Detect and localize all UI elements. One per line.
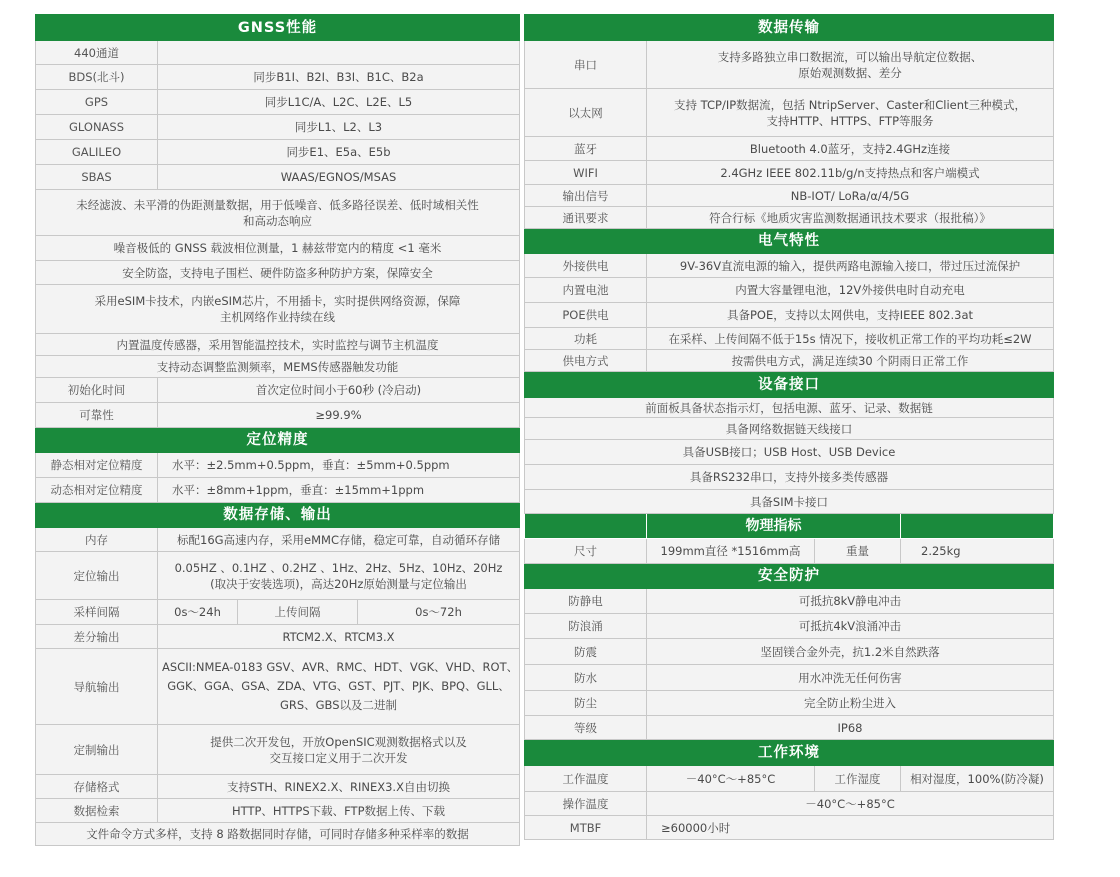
external-power-label: 外接供电	[525, 254, 647, 278]
shock-label: 防震	[525, 639, 647, 665]
environment-section-title: 工作环境	[525, 740, 1054, 766]
custom-output-value	[158, 725, 520, 775]
esd-value: 可抵抗8kV静电冲击	[647, 589, 1054, 614]
static-accuracy-value: 水平：±2.5mm+0.5ppm，垂直：±5mm+0.5ppm	[158, 453, 520, 478]
serial-label: 串口	[525, 41, 647, 89]
raw-measurement-text	[36, 190, 520, 236]
surge-value: 可抵抗4kV浪涌冲击	[647, 614, 1054, 639]
ethernet-value	[647, 89, 1054, 137]
serial-line-1: 支持多路独立串口数据流，可以输出导航定位数据、	[717, 49, 983, 64]
gps-value: 同步L1C/A、L2C、L2E、L5	[158, 90, 520, 115]
mtbf-value: ≥60000小时	[647, 816, 1054, 840]
diff-output-label: 差分输出	[36, 625, 158, 649]
nav-output-label: 导航输出	[36, 649, 158, 725]
weight-value: 2.25kg	[901, 539, 1054, 564]
electrical-section-title: 电气特性	[525, 229, 1054, 254]
nav-line-3: GRS、GBS以及二进制	[279, 698, 398, 712]
bds-value: 同步B1I、B2I、B3I、B1C、B2a	[158, 65, 520, 90]
static-accuracy-label: 静态相对定位精度	[36, 453, 158, 478]
battery-label: 内置电池	[525, 278, 647, 303]
output-signal-value: NB-IOT/ LoRa/α/4/5G	[647, 185, 1054, 207]
ip-level-value: IP68	[647, 716, 1054, 740]
interface-item: 具备网络数据链天线接口	[525, 418, 1054, 440]
wifi-value: 2.4GHz IEEE 802.11b/g/n支持热点和客户端模式	[647, 161, 1054, 185]
poe-value: 具备POE，支持以太网供电，支持IEEE 802.3at	[647, 303, 1054, 328]
upload-value: 0s～72h	[358, 600, 520, 625]
external-power-value: 9V-36V直流电源的输入，提供两路电源输入接口，带过压过流保护	[647, 254, 1054, 278]
channels-value	[158, 41, 520, 65]
dust-label: 防尘	[525, 691, 647, 716]
init-time-label: 初始化时间	[36, 378, 158, 403]
supply-mode-label: 供电方式	[525, 350, 647, 372]
sampling-label: 采样间隔	[36, 600, 158, 625]
physical-title-blank	[525, 514, 647, 539]
upload-label: 上传间隔	[238, 600, 358, 625]
channels-label: 440通道	[36, 41, 158, 65]
position-output-label: 定位输出	[36, 552, 158, 600]
protection-section-title: 安全防护	[525, 564, 1054, 589]
esd-label: 防静电	[525, 589, 647, 614]
shock-value: 坚固镁合金外壳，抗1.2米自然跌落	[647, 639, 1054, 665]
bds-label: BDS(北斗)	[36, 65, 158, 90]
bluetooth-label: 蓝牙	[525, 137, 647, 161]
interface-item: 前面板具备状态指示灯，包括电源、蓝牙、记录、数据链	[525, 398, 1054, 418]
right-spec-table	[524, 14, 1054, 840]
reliability-label: 可靠性	[36, 403, 158, 428]
serial-line-2: 原始观测数据、差分	[798, 65, 902, 80]
right-spec-column	[524, 14, 1054, 840]
gnss-section-title: GNSS性能	[36, 15, 520, 41]
storage-format-value: 支持STH、RINEX2.X、RINEX3.X自由切换	[158, 775, 520, 799]
raw-line-2: 和高动态响应	[243, 213, 312, 228]
memory-value: 标配16G高速内存，采用eMMC存储，稳定可靠，自动循环存储	[158, 528, 520, 552]
esim-line-2: 主机网络作业持续在线	[220, 310, 335, 324]
op-temp-label: 操作温度	[525, 792, 647, 816]
nav-line-1: ASCII:NMEA-0183 GSV、AVR、RMC、HDT、VGK、VHD、ROT、	[162, 660, 519, 674]
retrieval-value: HTTP、HTTPS下载、FTP数据上传、下载	[158, 799, 520, 823]
left-spec-column	[35, 14, 520, 846]
multi-storage-text: 文件命令方式多样，支持 8 路数据同时存储，可同时存储多种采样率的数据	[36, 823, 520, 846]
eth-line-2: 支持HTTP、HTTPS、FTP等服务	[766, 113, 934, 128]
custom-output-label: 定制输出	[36, 725, 158, 775]
dynamic-accuracy-label: 动态相对定位精度	[36, 478, 158, 503]
position-output-value	[158, 552, 520, 600]
size-label: 尺寸	[525, 539, 647, 564]
init-time-value: 首次定位时间小于60秒 (冷启动)	[158, 378, 520, 403]
dust-value: 完全防止粉尘进入	[647, 691, 1054, 716]
op-temp-value: －40°C～+85°C	[647, 792, 1054, 816]
humidity-label: 工作湿度	[815, 766, 901, 792]
sbas-value: WAAS/EGNOS/MSAS	[158, 165, 520, 190]
protocol-label: 通讯要求	[525, 207, 647, 229]
esim-line-1: 采用eSIM卡技术，内嵌eSIM芯片，不用插卡，实时提供网络资源，保障	[94, 294, 461, 308]
glonass-value: 同步L1、L2、L3	[158, 115, 520, 140]
serial-value	[647, 41, 1054, 89]
work-temp-value: －40°C～+85°C	[647, 766, 815, 792]
surge-label: 防浪涌	[525, 614, 647, 639]
accuracy-section-title: 定位精度	[36, 428, 520, 453]
pos-out-line-1: 0.05HZ 、0.1HZ 、0.2HZ 、1Hz、2Hz、5Hz、10Hz、20Hz	[174, 560, 503, 575]
weight-label: 重量	[815, 539, 901, 564]
memory-label: 内存	[36, 528, 158, 552]
retrieval-label: 数据检索	[36, 799, 158, 823]
poe-label: POE供电	[525, 303, 647, 328]
output-signal-label: 输出信号	[525, 185, 647, 207]
interface-item: 具备SIM卡接口	[525, 490, 1054, 514]
temperature-text: 内置温度传感器，采用智能温控技术，实时监控与调节主机温度	[36, 334, 520, 356]
ethernet-label: 以太网	[525, 89, 647, 137]
work-temp-label: 工作温度	[525, 766, 647, 792]
eth-line-1: 支持 TCP/IP数据流，包括 NtripServer、Caster和Client三种模式，	[673, 97, 1027, 112]
storage-section-title: 数据存储、输出	[36, 503, 520, 528]
glonass-label: GLONASS	[36, 115, 158, 140]
humidity-value: 相对湿度，100%(防冷凝)	[901, 766, 1054, 792]
physical-section-title: 物理指标	[647, 514, 901, 539]
battery-value: 内置大容量锂电池，12V外接供电时自动充电	[647, 278, 1054, 303]
mtbf-label: MTBF	[525, 816, 647, 840]
sbas-label: SBAS	[36, 165, 158, 190]
nav-line-2: GGK、GGA、GSA、ZDA、VTG、GST、PJT、PJK、BPQ、GLL、	[167, 679, 510, 693]
reliability-value: ≥99.9%	[158, 403, 520, 428]
mems-text: 支持动态调整监测频率，MEMS传感器触发功能	[36, 356, 520, 378]
protocol-value: 符合行标《地质灾害监测数据通讯技术要求（报批稿）》	[647, 207, 1054, 229]
gps-label: GPS	[36, 90, 158, 115]
physical-title-blank	[901, 514, 1054, 539]
raw-line-1: 未经滤波、未平滑的伪距测量数据，用于低噪音、低多路径误差、低时域相关性	[76, 197, 479, 212]
wifi-label: WIFI	[525, 161, 647, 185]
size-value: 199mm直径 *1516mm高	[647, 539, 815, 564]
esim-text	[36, 285, 520, 334]
interfaces-section-title: 设备接口	[525, 372, 1054, 398]
water-value: 用水冲洗无任何伤害	[647, 665, 1054, 691]
galileo-label: GALILEO	[36, 140, 158, 165]
dynamic-accuracy-value: 水平：±8mm+1ppm，垂直：±15mm+1ppm	[158, 478, 520, 503]
supply-mode-value: 按需供电方式，满足连续30 个阴雨日正常工作	[647, 350, 1054, 372]
nav-output-value	[158, 649, 520, 725]
carrier-phase-text: 噪音极低的 GNSS 载波相位测量，1 赫兹带宽内的精度 <1 毫米	[36, 236, 520, 261]
power-consumption-value: 在采样、上传间隔不低于15s 情况下，接收机正常工作的平均功耗≤2W	[647, 328, 1054, 350]
interface-item: 具备RS232串口，支持外接多类传感器	[525, 465, 1054, 490]
galileo-value: 同步E1、E5a、E5b	[158, 140, 520, 165]
transfer-section-title: 数据传输	[525, 15, 1054, 41]
power-consumption-label: 功耗	[525, 328, 647, 350]
diff-output-value: RTCM2.X、RTCM3.X	[158, 625, 520, 649]
custom-line-2: 交互接口定义用于二次开发	[269, 750, 408, 765]
bluetooth-value: Bluetooth 4.0蓝牙，支持2.4GHz连接	[647, 137, 1054, 161]
security-text: 安全防盗，支持电子围栏、硬件防盗多种防护方案，保障安全	[36, 261, 520, 285]
pos-out-line-2: (取决于安装选项)，高达20Hz原始测量与定位输出	[210, 576, 467, 591]
custom-line-1: 提供二次开发包，开放OpenSIC观测数据格式以及	[210, 734, 467, 749]
water-label: 防水	[525, 665, 647, 691]
sampling-value: 0s～24h	[158, 600, 238, 625]
ip-level-label: 等级	[525, 716, 647, 740]
left-spec-table	[35, 14, 520, 846]
interface-item: 具备USB接口；USB Host、USB Device	[525, 440, 1054, 465]
storage-format-label: 存储格式	[36, 775, 158, 799]
